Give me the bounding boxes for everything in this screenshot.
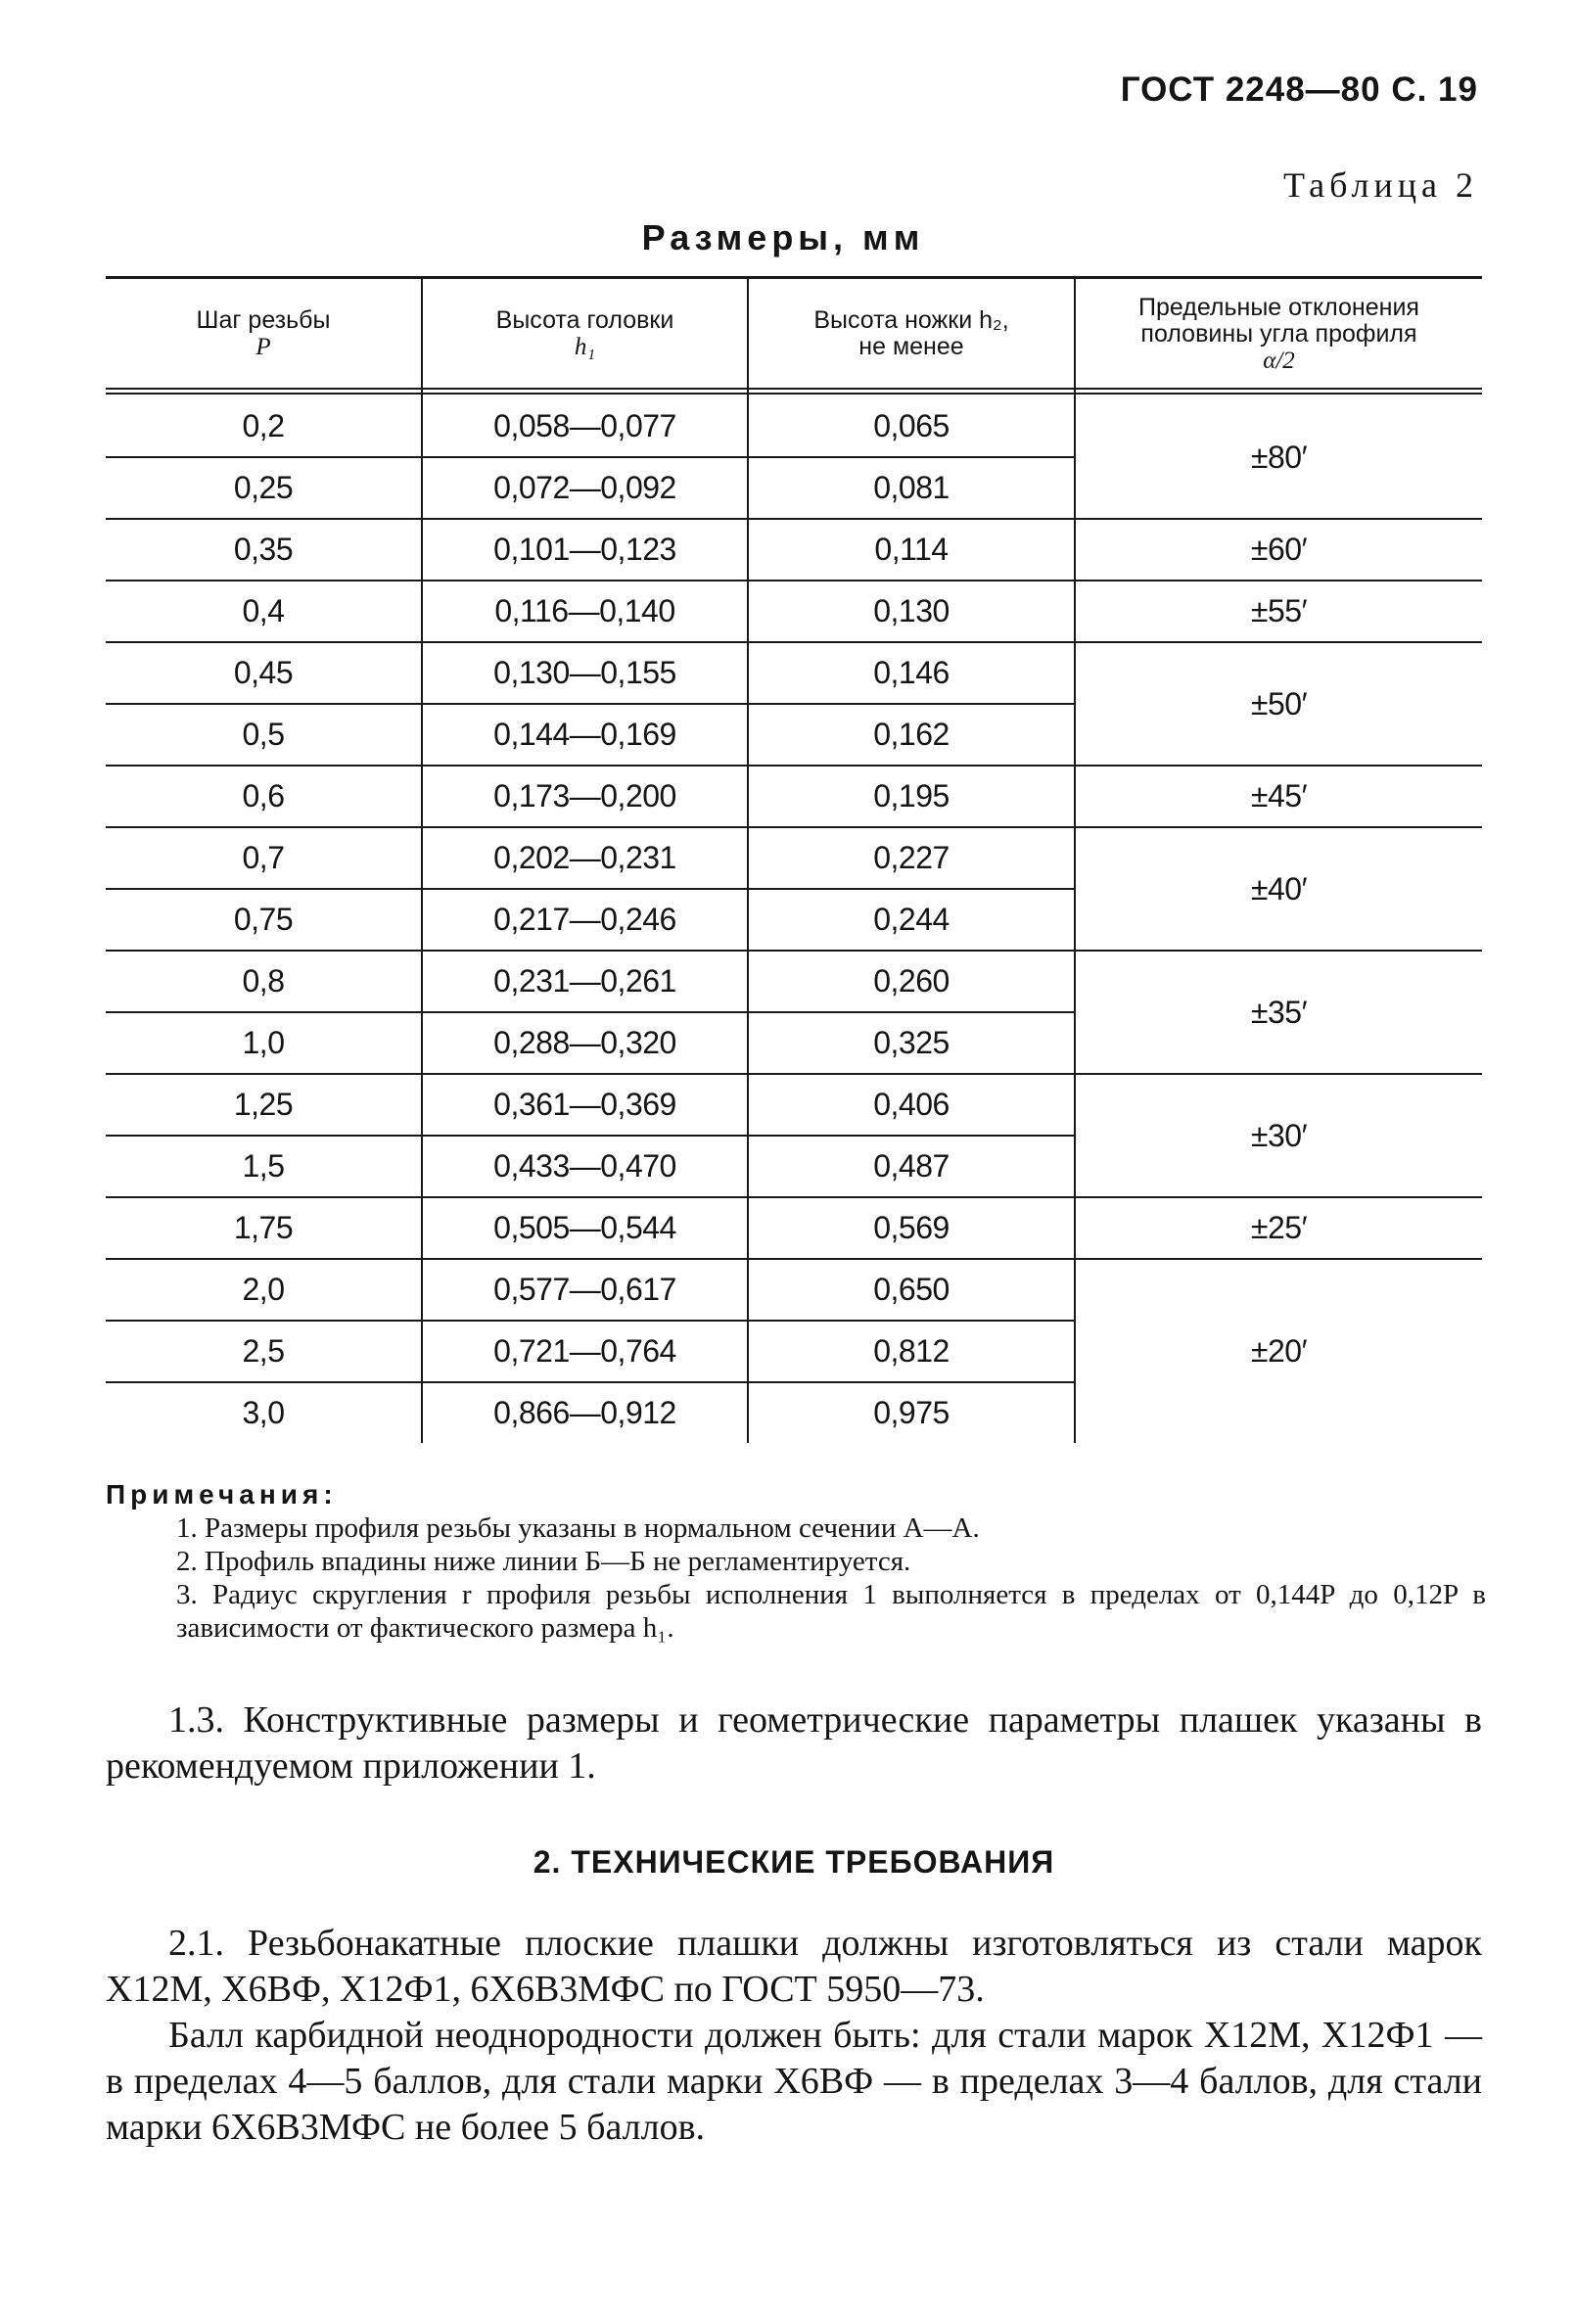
cell-head: 0,288—0,320 (493, 1024, 676, 1060)
cell-head: 0,721—0,764 (493, 1332, 676, 1369)
cell-foot: 0,650 (873, 1271, 950, 1307)
cell-foot: 0,812 (873, 1332, 950, 1369)
cell-pitch: 2,0 (242, 1271, 285, 1307)
cell-pitch: 3,0 (242, 1394, 285, 1430)
cell-pitch: 1,0 (242, 1024, 285, 1060)
cell-foot: 0,195 (873, 777, 950, 813)
cell-head: 0,058—0,077 (493, 407, 676, 443)
cell-pitch: 0,75 (233, 901, 294, 937)
header-pitch: Шаг резьбы P (196, 306, 331, 360)
header-foot-height: Высота ножки h₂, не менее (813, 306, 1009, 360)
cell-foot: 0,487 (873, 1147, 950, 1184)
cell-pitch: 1,75 (233, 1209, 294, 1245)
cell-foot: 0,130 (873, 592, 950, 628)
cell-pitch: 0,35 (233, 531, 294, 567)
cell-head: 0,505—0,544 (493, 1209, 676, 1245)
cell-head: 0,173—0,200 (493, 777, 676, 813)
header-deviation: Предельные отклонения половины угла профиля α/2 (1138, 293, 1419, 374)
page-header: ГОСТ 2248—80 С. 19 (1120, 70, 1478, 109)
note-2: 2. Профиль впадины ниже линии Б—Б не регламентируется. (176, 1546, 911, 1577)
table-top-rule (106, 276, 1482, 279)
cell-foot: 0,260 (873, 962, 950, 999)
table-title: Размеры, мм (641, 217, 925, 257)
cell-head: 0,072—0,092 (493, 469, 676, 505)
cell-deviation: ±55′ (1250, 593, 1308, 628)
cell-head: 0,433—0,470 (493, 1147, 676, 1184)
cell-deviation: ±40′ (1250, 870, 1308, 906)
notes-title: Примечания: (106, 1479, 338, 1510)
cell-foot: 0,406 (873, 1086, 950, 1122)
cell-pitch: 0,6 (242, 777, 285, 813)
cell-pitch: 0,8 (242, 962, 285, 999)
cell-head: 0,361—0,369 (493, 1086, 676, 1122)
cell-pitch: 0,5 (242, 716, 285, 752)
cell-pitch: 0,45 (233, 654, 294, 690)
cell-foot: 0,227 (873, 839, 950, 875)
cell-foot: 0,146 (873, 654, 950, 690)
cell-foot: 0,065 (873, 407, 950, 443)
cell-foot: 0,975 (873, 1394, 950, 1430)
cell-head: 0,577—0,617 (493, 1271, 676, 1307)
cell-pitch: 0,7 (242, 839, 285, 875)
cell-pitch: 1,5 (242, 1147, 285, 1184)
cell-deviation: ±45′ (1250, 778, 1308, 813)
cell-deviation: ±80′ (1250, 439, 1308, 475)
cell-head: 0,217—0,246 (493, 901, 676, 937)
cell-head: 0,144—0,169 (493, 716, 676, 752)
cell-pitch: 1,25 (233, 1086, 294, 1122)
cell-deviation: ±60′ (1250, 532, 1308, 567)
cell-foot: 0,325 (873, 1024, 950, 1060)
cell-foot: 0,081 (873, 469, 950, 505)
paragraph-carbide: Балл карбидной неоднородности должен быть: для стали марок Х12М, Х12Ф1 — в пределах 4—5 баллов, для стали марки Х6ВФ — в пределах 3—4 баллов, для стали марки 6Х6В3МФС не более 5 баллов. (106, 2015, 1482, 2148)
cell-pitch: 0,2 (242, 407, 285, 443)
cell-head: 0,130—0,155 (493, 654, 676, 690)
cell-deviation: ±30′ (1250, 1117, 1308, 1153)
notes (106, 1478, 1486, 1645)
cell-deviation: ±25′ (1250, 1210, 1308, 1245)
cell-pitch: 0,4 (242, 592, 285, 628)
cell-head: 0,202—0,231 (493, 839, 676, 875)
paragraph-1-3: 1.3. Конструктивные размеры и геометрические параметры плашек указаны в рекомендуемом приложении 1. (106, 1699, 1482, 1787)
paragraph-2-1: 2.1. Резьбонакатные плоские плашки должны изготовляться из стали марок Х12М, Х6ВФ, Х12Ф1, 6Х6В3МФС по ГОСТ 5950—73. Балл карбидной неоднородности должен быть: для стали марок Х12М, Х12Ф1 — в пределах 4—5 баллов, для стали марки Х6ВФ — в пределах 3—4 баллов, для стали марки 6Х6В3МФС не более 5 баллов. (106, 1921, 1482, 2151)
cell-head: 0,866—0,912 (493, 1394, 676, 1430)
cell-head: 0,116—0,140 (494, 592, 675, 628)
cell-foot: 0,569 (873, 1209, 950, 1245)
cell-pitch: 0,25 (233, 469, 294, 505)
cell-head: 0,231—0,261 (493, 962, 676, 999)
cell-deviation: ±20′ (1250, 1333, 1308, 1369)
table-caption: Таблица 2 (1283, 165, 1478, 205)
note-1: 1. Размеры профиля резьбы указаны в нормальном сечении А—А. (176, 1512, 980, 1544)
header-bottom-rule (106, 388, 1482, 390)
header-head-height: Высота головки h₁ (495, 306, 674, 360)
cell-foot: 0,244 (873, 901, 950, 937)
cell-deviation: ±50′ (1250, 685, 1308, 721)
cell-head: 0,101—0,123 (493, 531, 676, 567)
section-heading: 2. ТЕХНИЧЕСКИЕ ТРЕБОВАНИЯ (533, 1844, 1055, 1880)
cell-deviation: ±35′ (1250, 994, 1308, 1030)
header-bottom-rule-2 (106, 393, 1482, 395)
cell-foot: 0,114 (874, 531, 949, 567)
cell-pitch: 2,5 (242, 1332, 285, 1369)
note-3: 3. Радиус скругления r профиля резьбы исполнения 1 выполняется в пределах от 0,144P до 0,12P в зависимости от фактического размера h₁. (176, 1579, 1486, 1644)
cell-foot: 0,162 (873, 716, 950, 752)
